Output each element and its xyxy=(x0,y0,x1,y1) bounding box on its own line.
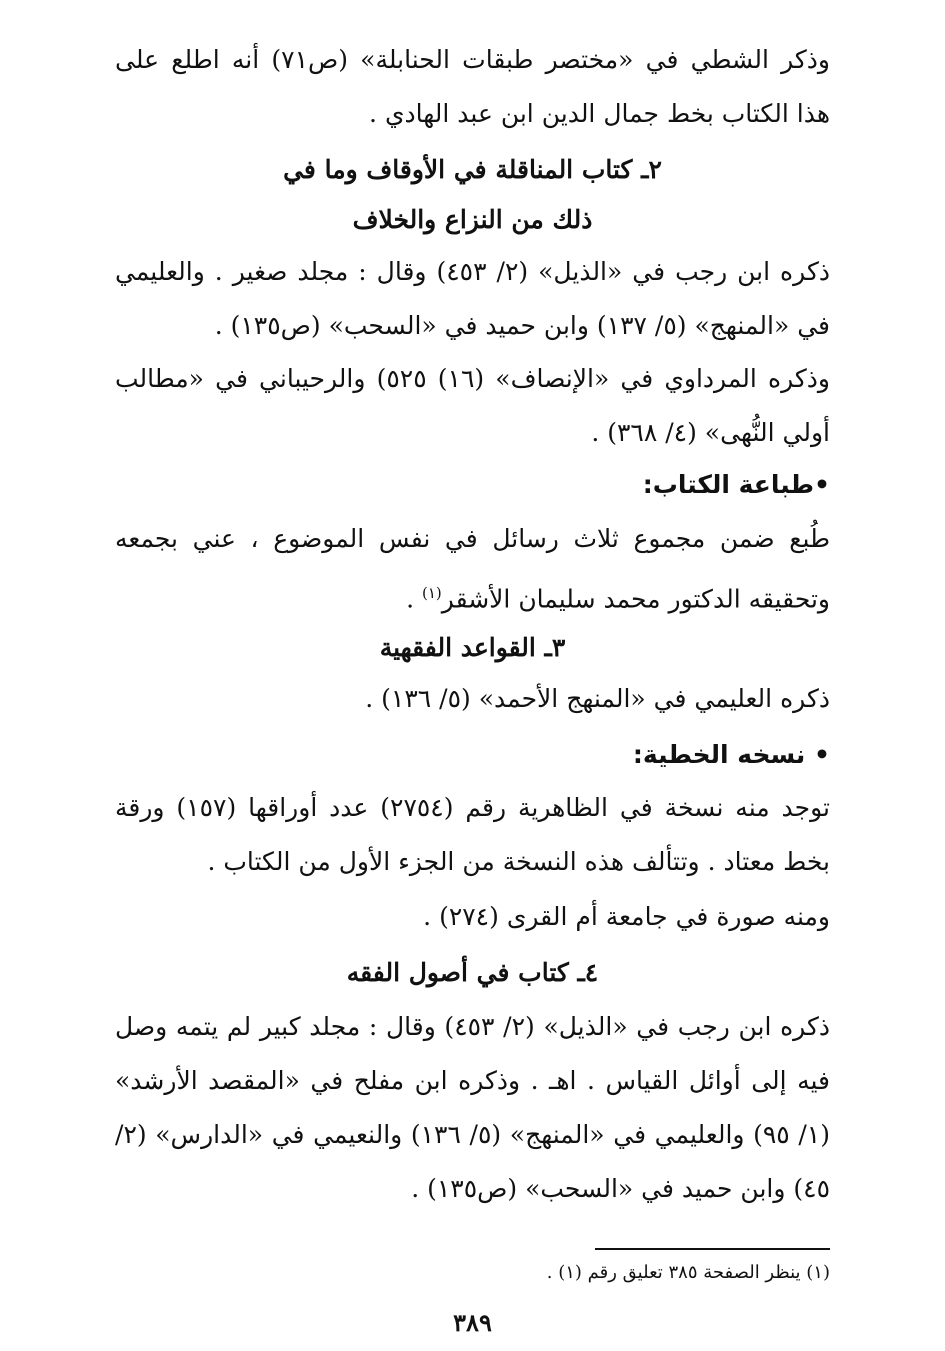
subheading-printing: •طباعة الكتاب: xyxy=(642,470,830,499)
page-number: ٣٨٩ xyxy=(453,1308,492,1337)
paragraph-printing-text: طُبع ضمن مجموع ثلاث رسائل في نفس الموضوع ، عني بجمعه وتحقيقه الدكتور محمد سليمان الأشقر xyxy=(115,524,830,614)
heading-3: ٣ـ القواعد الفقهية xyxy=(379,633,566,662)
paragraph-manuscript-1: توجد منه نسخة في الظاهرية رقم (٢٧٥٤) عدد أوراقها (١٥٧) ورقة بخط معتاد . وتتألف هذه النسخة من الجزء الأول من الكتاب . xyxy=(115,793,831,876)
paragraph-2a: ذكره ابن رجب في «الذيل» (٢/ ٤٥٣) وقال : مجلد صغير . والعليمي في «المنهج» (٥/ ١٣٧) وابن حميد في «السحب» (ص١٣٥) . xyxy=(115,257,830,340)
footnote-marker: (١) xyxy=(422,584,442,602)
heading-4: ٤ـ كتاب في أصول الفقه xyxy=(346,958,599,987)
paragraph-manuscript-2: ومنه صورة في جامعة أم القرى (٢٧٤) . xyxy=(423,902,830,931)
footnote: (١) ينظر الصفحة ٣٨٥ تعليق رقم (١) . xyxy=(546,1262,830,1283)
paragraph-intro: وذكر الشطي في «مختصر طبقات الحنابلة» (ص٧١) أنه اطلع على هذا الكتاب بخط جمال الدين ابن عبد الهادي . xyxy=(115,45,830,128)
subheading-manuscripts: • نسخه الخطية: xyxy=(632,740,830,769)
heading-2-line1: ٢ـ كتاب المناقلة في الأوقاف وما في xyxy=(283,155,662,184)
paragraph-printing xyxy=(115,512,830,626)
paragraph-printing-end: . xyxy=(406,584,422,614)
paragraph-4: ذكره ابن رجب في «الذيل» (٢/ ٤٥٣) وقال : مجلد كبير لم يتمه وصل فيه إلى أوائل القياس . اهـ . وذكره ابن مفلح في «المقصد الأرشد» (١/ ٩٥) والعليمي في «المنهج» (٥/ ١٣٦) والنعيمي في «الدارس» (٢/ ٤٥) وابن حميد في «السحب» (ص١٣٥) . xyxy=(115,1012,830,1203)
footnote-divider xyxy=(595,1248,830,1250)
paragraph-3: ذكره العليمي في «المنهج الأحمد» (٥/ ١٣٦) . xyxy=(365,684,830,713)
heading-2-line2: ذلك من النزاع والخلاف xyxy=(352,205,593,234)
paragraph-2b: وذكره المرداوي في «الإنصاف» (١٦) ٥٢٥) والرحيباني في «مطالب أولي النُّهى» (٤/ ٣٦٨) . xyxy=(115,364,831,447)
